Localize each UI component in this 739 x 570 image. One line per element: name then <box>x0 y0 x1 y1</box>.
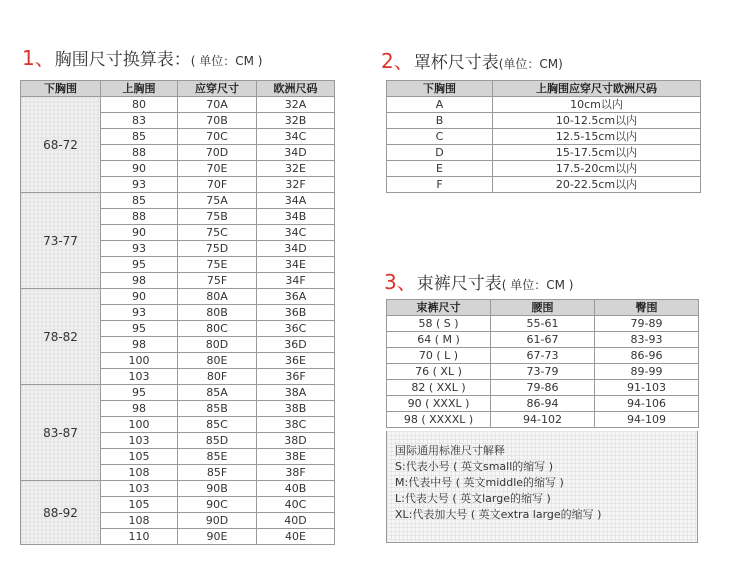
table-cell: 80F <box>178 369 257 385</box>
column-header: 下胸围 <box>21 81 101 97</box>
table-cell: 58 ( S ) <box>387 316 491 332</box>
under-bust-range: 73-77 <box>21 193 101 289</box>
table-cell: 90E <box>178 529 257 545</box>
section-title: 罩杯尺寸表 <box>413 53 499 73</box>
note-line: S:代表小号 ( 英文small的缩写 ) <box>395 460 554 473</box>
section-unit: ( 单位：CM ) <box>190 54 263 68</box>
table-cell: 80B <box>178 305 257 321</box>
table-cell: 55-61 <box>491 316 595 332</box>
shapewear-size-table <box>386 299 699 428</box>
table-cell: 90 <box>101 289 178 305</box>
table-cell: 38A <box>257 385 335 401</box>
table-cell: 110 <box>101 529 178 545</box>
table-cell: 85A <box>178 385 257 401</box>
table-row <box>21 97 335 113</box>
table-cell: 85 <box>101 193 178 209</box>
table-row <box>21 385 335 401</box>
under-bust-range: 78-82 <box>21 289 101 385</box>
cup-size-table <box>386 80 701 193</box>
column-header: 臀围 <box>595 300 699 316</box>
table-cell: 75F <box>178 273 257 289</box>
table-cell: 85C <box>178 417 257 433</box>
table-row <box>387 113 701 129</box>
table-cell: 20-22.5cm以内 <box>493 177 701 193</box>
column-header: 上胸围应穿尺寸欧洲尺码 <box>493 81 701 97</box>
size-notes <box>386 431 698 543</box>
table-cell: 32F <box>257 177 335 193</box>
table-cell: 36A <box>257 289 335 305</box>
table-cell: 94-109 <box>595 412 699 428</box>
table-cell: 94-102 <box>491 412 595 428</box>
section-title: 胸围尺寸换算表： <box>54 50 191 70</box>
table-row <box>387 380 699 396</box>
table-row <box>387 161 701 177</box>
table-cell: 34B <box>257 209 335 225</box>
table-cell: 36D <box>257 337 335 353</box>
table-cell: 34E <box>257 257 335 273</box>
table-cell: 90 <box>101 161 178 177</box>
section-number: 2、 <box>381 49 414 73</box>
table-row <box>387 145 701 161</box>
table-cell: 80A <box>178 289 257 305</box>
table-cell: 94-106 <box>595 396 699 412</box>
table-cell: 93 <box>101 177 178 193</box>
table-cell: 40E <box>257 529 335 545</box>
table-cell: 90D <box>178 513 257 529</box>
table-cell: 100 <box>101 353 178 369</box>
table-cell: 73-79 <box>491 364 595 380</box>
table-cell: 38C <box>257 417 335 433</box>
table-row <box>387 316 699 332</box>
table-cell: 103 <box>101 433 178 449</box>
section-number: 3、 <box>384 270 417 294</box>
table-cell: 32E <box>257 161 335 177</box>
table-cell: 36C <box>257 321 335 337</box>
table-cell: 103 <box>101 481 178 497</box>
table-cell: 36B <box>257 305 335 321</box>
table-cell: 70A <box>178 97 257 113</box>
table-cell: 89-99 <box>595 364 699 380</box>
table-cell: 32B <box>257 113 335 129</box>
column-header: 应穿尺寸 <box>178 81 257 97</box>
table-row <box>21 481 335 497</box>
table-cell: B <box>387 113 493 129</box>
table-cell: 80C <box>178 321 257 337</box>
column-header: 腰围 <box>491 300 595 316</box>
table-cell: 90C <box>178 497 257 513</box>
table-row <box>387 177 701 193</box>
table-cell: 12.5-15cm以内 <box>493 129 701 145</box>
table-cell: 105 <box>101 449 178 465</box>
table-cell: 95 <box>101 321 178 337</box>
table-cell: 75D <box>178 241 257 257</box>
section-unit: (单位：CM) <box>498 57 563 71</box>
table-cell: 67-73 <box>491 348 595 364</box>
under-bust-range: 68-72 <box>21 97 101 193</box>
table-row <box>387 396 699 412</box>
shapewear-size-title <box>384 266 573 295</box>
table-cell: F <box>387 177 493 193</box>
note-line: M:代表中号 ( 英文middle的缩写 ) <box>395 476 564 489</box>
table-cell: 82 ( XXL ) <box>387 380 491 396</box>
table-cell: 85B <box>178 401 257 417</box>
under-bust-range: 88-92 <box>21 481 101 545</box>
table-row <box>387 129 701 145</box>
table-cell: 61-67 <box>491 332 595 348</box>
table-cell: 15-17.5cm以内 <box>493 145 701 161</box>
table-cell: 93 <box>101 305 178 321</box>
table-cell: 100 <box>101 417 178 433</box>
table-cell: 83-93 <box>595 332 699 348</box>
table-row <box>21 289 335 305</box>
table-cell: 75E <box>178 257 257 273</box>
table-cell: 80D <box>178 337 257 353</box>
table-row <box>387 97 701 113</box>
table-cell: 83 <box>101 113 178 129</box>
table-row <box>387 332 699 348</box>
table-cell: 105 <box>101 497 178 513</box>
bra-size-title <box>22 42 262 71</box>
table-cell: 70C <box>178 129 257 145</box>
table-cell: 34D <box>257 241 335 257</box>
cup-size-title <box>381 45 563 74</box>
table-cell: 34C <box>257 129 335 145</box>
note-line: 国际通用标准尺寸解释 <box>395 444 505 457</box>
table-cell: 85F <box>178 465 257 481</box>
table-cell: C <box>387 129 493 145</box>
table-cell: 40B <box>257 481 335 497</box>
table-cell: 38F <box>257 465 335 481</box>
table-cell: 76 ( XL ) <box>387 364 491 380</box>
table-cell: 70 ( L ) <box>387 348 491 364</box>
table-cell: 88 <box>101 145 178 161</box>
table-cell: 98 <box>101 337 178 353</box>
table-cell: 10cm以内 <box>493 97 701 113</box>
table-cell: 98 ( XXXXL ) <box>387 412 491 428</box>
table-cell: 108 <box>101 513 178 529</box>
table-cell: 38E <box>257 449 335 465</box>
table-cell: 95 <box>101 257 178 273</box>
table-cell: 75A <box>178 193 257 209</box>
note-line: XL:代表加大号 ( 英文extra large的缩写 ) <box>395 508 602 521</box>
table-cell: 17.5-20cm以内 <box>493 161 701 177</box>
table-cell: 36E <box>257 353 335 369</box>
table-cell: 98 <box>101 401 178 417</box>
section-title: 束裤尺寸表 <box>416 274 502 294</box>
table-cell: 64 ( M ) <box>387 332 491 348</box>
table-cell: 93 <box>101 241 178 257</box>
table-cell: 85 <box>101 129 178 145</box>
table-cell: 40C <box>257 497 335 513</box>
table-cell: 38B <box>257 401 335 417</box>
table-cell: 34D <box>257 145 335 161</box>
table-cell: 95 <box>101 385 178 401</box>
table-cell: 80E <box>178 353 257 369</box>
column-header: 束裤尺寸 <box>387 300 491 316</box>
table-cell: 34A <box>257 193 335 209</box>
table-cell: E <box>387 161 493 177</box>
note-line: L:代表大号 ( 英文large的缩写 ) <box>395 492 551 505</box>
column-header: 上胸围 <box>101 81 178 97</box>
table-cell: 70B <box>178 113 257 129</box>
table-cell: 98 <box>101 273 178 289</box>
under-bust-range: 83-87 <box>21 385 101 481</box>
table-cell: 10-12.5cm以内 <box>493 113 701 129</box>
table-cell: 32A <box>257 97 335 113</box>
table-cell: 75B <box>178 209 257 225</box>
table-cell: 34C <box>257 225 335 241</box>
bra-size-table <box>20 80 335 545</box>
table-row <box>387 364 699 380</box>
table-cell: 70E <box>178 161 257 177</box>
table-cell: 40D <box>257 513 335 529</box>
column-header: 下胸围 <box>387 81 493 97</box>
table-cell: 86-94 <box>491 396 595 412</box>
table-cell: 90B <box>178 481 257 497</box>
table-cell: 88 <box>101 209 178 225</box>
table-cell: 103 <box>101 369 178 385</box>
table-cell: 80 <box>101 97 178 113</box>
table-cell: 70F <box>178 177 257 193</box>
table-row <box>387 412 699 428</box>
table-cell: 91-103 <box>595 380 699 396</box>
table-cell: 90 <box>101 225 178 241</box>
table-cell: 75C <box>178 225 257 241</box>
table-row <box>21 193 335 209</box>
table-cell: 85D <box>178 433 257 449</box>
table-row <box>387 348 699 364</box>
table-cell: 108 <box>101 465 178 481</box>
table-cell: 79-86 <box>491 380 595 396</box>
table-cell: 86-96 <box>595 348 699 364</box>
table-cell: 38D <box>257 433 335 449</box>
table-cell: 90 ( XXXL ) <box>387 396 491 412</box>
table-cell: 85E <box>178 449 257 465</box>
table-cell: 34F <box>257 273 335 289</box>
table-cell: D <box>387 145 493 161</box>
section-unit: ( 单位：CM ) <box>501 278 574 292</box>
table-cell: 36F <box>257 369 335 385</box>
section-number: 1、 <box>22 46 55 70</box>
table-cell: A <box>387 97 493 113</box>
column-header: 欧洲尺码 <box>257 81 335 97</box>
table-cell: 70D <box>178 145 257 161</box>
table-cell: 79-89 <box>595 316 699 332</box>
